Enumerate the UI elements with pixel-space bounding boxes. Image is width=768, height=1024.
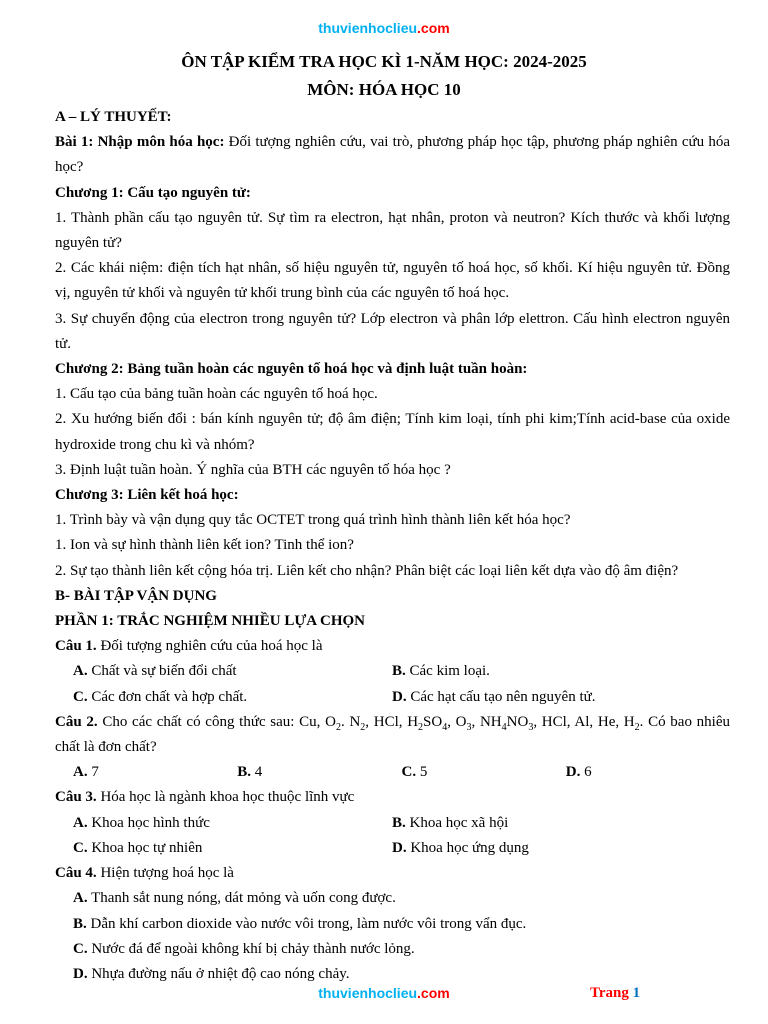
- question-label: Câu 3.: [55, 789, 97, 806]
- option-c: C. Các đơn chất và hợp chất.: [73, 688, 248, 705]
- chapter3-item: 2. Sự tạo thành liên kết cộng hóa trị. Liên kết cho nhận? Phân biệt các loại liên kết dựa vào độ âm điện?: [55, 562, 679, 579]
- option-c: C. Nước đá để ngoài không khí bị chảy thành nước lỏng.: [73, 940, 415, 957]
- site-name: thuvienhoclieu: [318, 20, 418, 36]
- options-row: [55, 659, 730, 684]
- chapter2-title: Chương 2: Bảng tuần hoàn các nguyên tố hoá học và định luật tuần hoàn:: [55, 361, 528, 378]
- question-label: Câu 2.: [55, 713, 98, 730]
- option-b: B. Các kim loại.: [392, 663, 490, 680]
- options-row: [55, 685, 730, 710]
- option-d: D. Các hạt cấu tạo nên nguyên tử.: [392, 688, 596, 705]
- option-a: A. Khoa học hình thức: [73, 814, 210, 831]
- chapter1-item: 3. Sự chuyển động của electron trong nguyên tử? Lớp electron và phân lớp elettron. Cấu hình electron nguyên tử.: [55, 310, 730, 352]
- page-number: Trang 1: [590, 985, 641, 1001]
- chapter3-title: Chương 3: Liên kết hoá học:: [55, 487, 239, 504]
- chapter1-title: Chương 1: Cấu tạo nguyên tử:: [55, 184, 251, 201]
- option-d: D. 6: [565, 764, 592, 781]
- theory-heading: A – LÝ THUYẾT:: [55, 109, 172, 125]
- question-1: [55, 634, 730, 659]
- option-b: B. Khoa học xã hội: [392, 814, 509, 831]
- chapter1-item: 1. Thành phần cấu tạo nguyên tử. Sự tìm ra electron, hạt nhân, proton và neutron? Kích thước và khối lượng nguyên tử?: [55, 209, 730, 252]
- page-footer: [0, 985, 768, 1005]
- bai1: [55, 130, 730, 180]
- chapter3-item: 1. Ion và sự hình thành liên kết ion? Tinh thể ion?: [55, 537, 354, 554]
- option-d: D. Nhựa đường nấu ở nhiệt độ cao nóng chảy.: [73, 965, 350, 982]
- chapter2-item: 1. Cấu tạo của bảng tuần hoàn các nguyên tố hoá học.: [55, 386, 378, 403]
- question-4: [55, 861, 730, 886]
- chapter1-item: 2. Các khái niệm: điện tích hạt nhân, số hiệu nguyên tử, nguyên tố hoá học, số khối. Kí hiệu nguyên tử. Đồng vị, nguyên tử khối và nguyên tử khối trung bình của các nguyên tố hoá học.: [55, 260, 730, 302]
- option-b: B. 4: [237, 764, 263, 781]
- option-c: C. 5: [401, 764, 428, 781]
- option-c: C. Khoa học tự nhiên: [73, 839, 203, 856]
- question-2: Câu 2. Cho các chất có công thức sau: Cu, $O_2$. $N_2$, HCl, $H_2SO_4$, $O_3$, $NH_4NO_3$, HCl, Al, He, $H_2$. Có bao nhiêu chất là đơn chất?: [55, 713, 730, 756]
- doc-body: [55, 105, 730, 987]
- options-row: [55, 811, 730, 836]
- site-header: [0, 20, 768, 36]
- option-d: D. Khoa học ứng dụng: [392, 839, 529, 856]
- chapter2-item: 2. Xu hướng biến đổi : bán kính nguyên tử; độ âm điện; Tính kim loại, tính phi kim;Tính acid-base của oxide hydroxide trong chu kì và nhóm?: [55, 411, 730, 453]
- question-3: [55, 785, 730, 810]
- options-row: [55, 836, 730, 861]
- option-a: A. Thanh sắt nung nóng, dát mỏng và uốn cong được.: [73, 890, 396, 907]
- bai1-text: Đối tượng nghiên cứu, vai trò, phương pháp học tập, phương pháp nghiên cứu hóa học?: [55, 134, 730, 176]
- option-a: A. 7: [73, 764, 99, 781]
- question-text: Hiện tượng hoá học là: [96, 865, 234, 882]
- part1-heading: PHẦN 1: TRẮC NGHIỆM NHIỀU LỰA CHỌN: [55, 613, 366, 630]
- option-a: A. Chất và sự biến đổi chất: [73, 663, 237, 680]
- site-domain: .com: [417, 20, 450, 36]
- doc-title: ÔN TẬP KIỂM TRA HỌC KÌ 1-NĂM HỌC: 2024-2025: [181, 52, 587, 71]
- question-text: Hóa học là ngành khoa học thuộc lĩnh vực: [96, 789, 355, 806]
- footer-site: thuvienhoclieu.com: [318, 985, 450, 1001]
- question-label: Câu 4.: [55, 865, 97, 882]
- chapter2-item: 3. Định luật tuần hoàn. Ý nghĩa của BTH các nguyên tố hóa học ?: [55, 461, 451, 478]
- options-row: [55, 760, 730, 785]
- bai1-label: Bài 1: Nhập môn hóa học:: [55, 134, 225, 151]
- question-label: Câu 1.: [55, 638, 97, 655]
- doc-subtitle: MÔN: HÓA HỌC 10: [307, 80, 461, 99]
- question-text: Đối tượng nghiên cứu của hoá học là: [96, 638, 323, 655]
- option-b: B. Dẫn khí carbon dioxide vào nước vôi trong, làm nước vôi trong vẩn đục.: [73, 915, 527, 932]
- chapter3-item: 1. Trình bày và vận dụng quy tắc OCTET trong quá trình hình thành liên kết hóa học?: [55, 512, 571, 529]
- practice-heading: B- BÀI TẬP VẬN DỤNG: [55, 587, 217, 604]
